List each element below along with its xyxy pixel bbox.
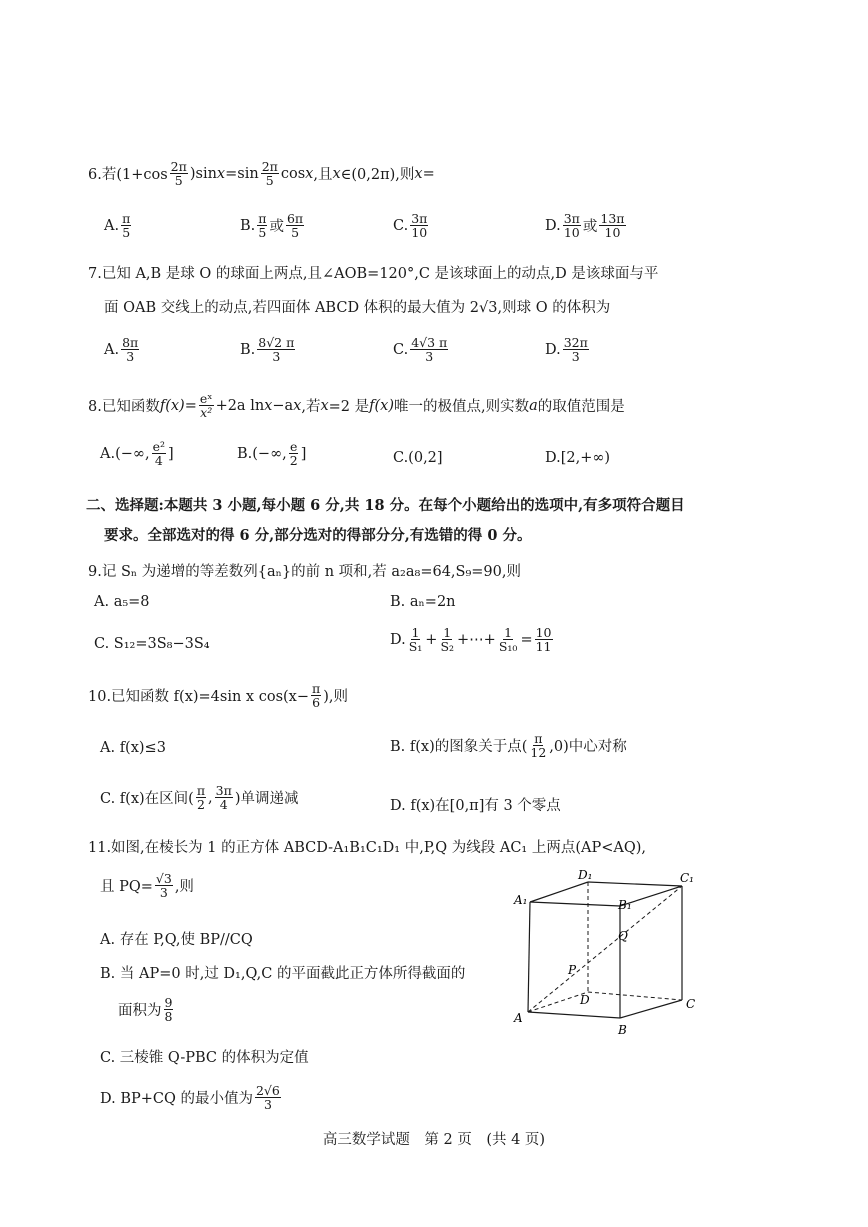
q8-text: =	[184, 397, 197, 414]
edge-d1-a1	[530, 882, 588, 902]
fraction: $\frac{2√6}{3}$	[255, 1083, 280, 1113]
var: x	[305, 165, 314, 182]
cube-figure	[510, 866, 700, 1036]
label-b1: B₁	[618, 898, 632, 912]
q11-text: 且 PQ=	[100, 879, 153, 896]
q11-option-b-line2	[118, 996, 175, 1023]
option-label: A.	[104, 217, 120, 234]
q8-text: ,若	[301, 399, 321, 416]
fraction: $\frac{1}{\text{S₂}}$	[440, 625, 455, 655]
edge-a1-b1	[530, 902, 620, 906]
fraction: $\frac{3\pi}{10}$	[411, 211, 428, 241]
fraction: $\frac{8\pi}{3}$	[122, 335, 139, 365]
q11-stem-line2	[100, 872, 194, 899]
q11-text: D. BP+CQ 的最小值为	[100, 1091, 253, 1108]
q9-option-d	[390, 626, 555, 653]
q10-text: ,0)中心对称	[549, 739, 627, 756]
option-label: B.	[240, 217, 256, 234]
fraction: $\frac{\text{eˣ}}{\text{x²}}$	[199, 391, 213, 421]
fraction: $\frac{3\pi}{10}$	[563, 211, 580, 241]
option-label: B.(−∞,	[237, 445, 287, 462]
q9-option-c: C. S₁₂=3S₈−3S₄	[94, 636, 210, 652]
label-a: A	[514, 1011, 523, 1025]
q8-option-b	[237, 440, 306, 467]
option-label: B.	[240, 341, 256, 358]
q6-text: ,且	[313, 167, 333, 184]
q8-text: +2a ln	[215, 397, 265, 414]
fraction: $\frac{√3}{3}$	[155, 871, 172, 901]
q9-option-b: B. aₙ=2n	[390, 594, 456, 610]
q11-text: 面积为	[118, 1003, 162, 1020]
fraction: $\frac{1}{\text{S₁₀}}$	[498, 625, 518, 655]
fraction: $\frac{2\pi}{5}$	[170, 159, 187, 189]
q10-option-a: A. f(x)≤3	[100, 740, 166, 756]
edge-c1-d1	[588, 882, 682, 886]
fraction: $\frac{4√3 \pi}{3}$	[411, 335, 448, 365]
q7-option-a	[104, 336, 141, 363]
option-label: D.	[390, 631, 406, 648]
q10-text: 10.已知函数 f(x)=4sin x cos(x−	[88, 689, 309, 706]
section2-header-line2: 要求。全部选对的得 6 分,部分选对的得部分分,有选错的得 0 分。	[104, 527, 532, 544]
q10-text: C. f(x)在区间(	[100, 791, 194, 808]
label-d: D	[580, 993, 590, 1007]
label-d1: D₁	[578, 868, 593, 882]
section2-header-line1: 二、选择题:本题共 3 小题,每小题 6 分,共 18 分。在每个小题给出的选项中,有多项符合题目	[86, 497, 685, 514]
q6-option-d	[545, 212, 628, 239]
q9-stem: 9.记 Sₙ 为递增的等差数列{aₙ}的前 n 项和,若 a₂a₈=64,S₉=90,则	[88, 564, 521, 580]
q9-option-a: A. a₅=8	[94, 594, 150, 610]
fraction: $\frac{3\pi}{4}$	[215, 783, 232, 813]
bracket: ]	[168, 445, 174, 462]
fraction: $\frac{\pi}{12}$	[530, 731, 547, 761]
var: x	[320, 397, 329, 414]
q11-option-d	[100, 1084, 283, 1111]
bracket: ]	[300, 445, 307, 462]
q8-text: 8.已知函数	[88, 399, 160, 416]
q7-stem-line1: 7.已知 A,B 是球 O 的球面上两点,且∠AOB=120°,C 是该球面上的动点,D 是该球面与平	[88, 266, 659, 282]
fraction: $\frac{13\pi}{10}$	[600, 211, 625, 241]
fraction: $\frac{\pi}{2}$	[196, 783, 206, 813]
label-a1: A₁	[514, 893, 528, 907]
q10-option-d: D. f(x)在[0,π]有 3 个零点	[390, 798, 561, 814]
edge-a1-a	[528, 902, 530, 1012]
option-label: A.	[104, 341, 120, 358]
q10-text: )单调递减	[234, 791, 299, 808]
q10-option-c	[100, 784, 298, 811]
q7-stem-line2: 面 OAB 交线上的动点,若四面体 ABCD 体积的最大值为 2√3,则球 O 的体积为	[104, 300, 611, 316]
operator: +⋯+	[457, 631, 496, 648]
q11-text: ,则	[174, 879, 194, 896]
q8-text: 唯一的极值点,则实数	[393, 399, 530, 416]
fraction: $\frac{\pi}{5}$	[258, 211, 267, 241]
q10-option-b	[390, 732, 627, 759]
function: f(x)	[369, 397, 394, 414]
fraction: $\frac{2\pi}{5}$	[261, 159, 278, 189]
label-c: C	[686, 997, 696, 1011]
q8-text: =2 是	[328, 399, 370, 416]
var: x	[216, 165, 226, 182]
q6-text: )sin	[189, 165, 217, 182]
q6-option-b	[240, 212, 306, 239]
operator: =	[520, 631, 533, 648]
var: x	[293, 397, 302, 414]
var: a	[529, 397, 538, 414]
q6-text: cos	[280, 165, 306, 182]
q8-option-c: C.(0,2]	[393, 450, 443, 466]
q7-option-d	[545, 336, 591, 363]
q6-text: ∈(0,2π),则	[340, 167, 415, 184]
q10-text: ),则	[323, 689, 348, 706]
q6-option-c	[393, 212, 430, 239]
q7-option-b	[240, 336, 297, 363]
label-q: Q	[618, 929, 628, 943]
q6-text: =sin	[225, 165, 259, 182]
q6-stem	[88, 160, 435, 187]
fraction: $\frac{9}{8}$	[164, 995, 173, 1025]
q11-option-a: A. 存在 P,Q,使 BP//CQ	[100, 932, 253, 948]
var: x	[264, 397, 273, 414]
option-label: D.	[545, 217, 561, 234]
label-p: P	[568, 963, 577, 977]
or-text: 或	[269, 219, 284, 236]
fraction: $\frac{\text{e²}}{4}$	[152, 439, 165, 469]
q8-stem	[88, 392, 625, 419]
q8-option-a	[100, 440, 174, 467]
q10-stem	[88, 682, 348, 709]
operator: +	[425, 631, 438, 648]
q11-option-b-line1: B. 当 AP=0 时,过 D₁,Q,C 的平面截此正方体所得截面的	[100, 966, 466, 982]
edge-b-c	[620, 1000, 682, 1018]
option-label: A.(−∞,	[100, 445, 150, 462]
q6-text: 6.若(1+cos	[88, 167, 168, 184]
fraction: $\frac{\pi}{6}$	[312, 681, 321, 711]
q8-text: 的取值范围是	[537, 399, 625, 416]
label-b: B	[618, 1023, 627, 1036]
fraction: $\frac{10}{11}$	[535, 625, 552, 655]
fraction: $\frac{8√2 \pi}{3}$	[258, 335, 295, 365]
option-label: C.	[393, 217, 409, 234]
fraction: $\frac{1}{\text{S₁}}$	[408, 625, 423, 655]
edge-a-b	[528, 1012, 620, 1018]
q10-text: B. f(x)的图象关于点(	[390, 739, 528, 756]
q8-option-d: D.[2,+∞)	[545, 450, 611, 466]
q6-option-a	[104, 212, 133, 239]
fraction: $\frac{32\pi}{3}$	[563, 335, 588, 365]
edge-d-c	[588, 992, 682, 1000]
fraction: $\frac{\pi}{5}$	[122, 211, 131, 241]
fraction: $\frac{e}{2}$	[289, 439, 298, 469]
label-c1: C₁	[680, 871, 694, 885]
q6-text: =	[422, 165, 435, 182]
option-label: C.	[393, 341, 409, 358]
q7-option-c	[393, 336, 450, 363]
page-footer: 高三数学试题 第 2 页 (共 4 页)	[322, 1132, 546, 1148]
q8-text: −a	[272, 397, 294, 414]
fraction: $\frac{6\pi}{5}$	[286, 211, 304, 241]
q10-text: ,	[208, 789, 213, 806]
or-text: 或	[582, 219, 598, 236]
var: x	[414, 165, 423, 182]
option-label: D.	[545, 341, 561, 358]
q11-stem-line1: 11.如图,在棱长为 1 的正方体 ABCD-A₁B₁C₁D₁ 中,P,Q 为线段 AC₁ 上两点(AP<AQ),	[88, 840, 647, 856]
function: f(x)	[159, 397, 185, 414]
var: x	[332, 165, 341, 182]
edge-a-d	[528, 992, 588, 1012]
q11-option-c: C. 三棱锥 Q-PBC 的体积为定值	[100, 1050, 309, 1066]
